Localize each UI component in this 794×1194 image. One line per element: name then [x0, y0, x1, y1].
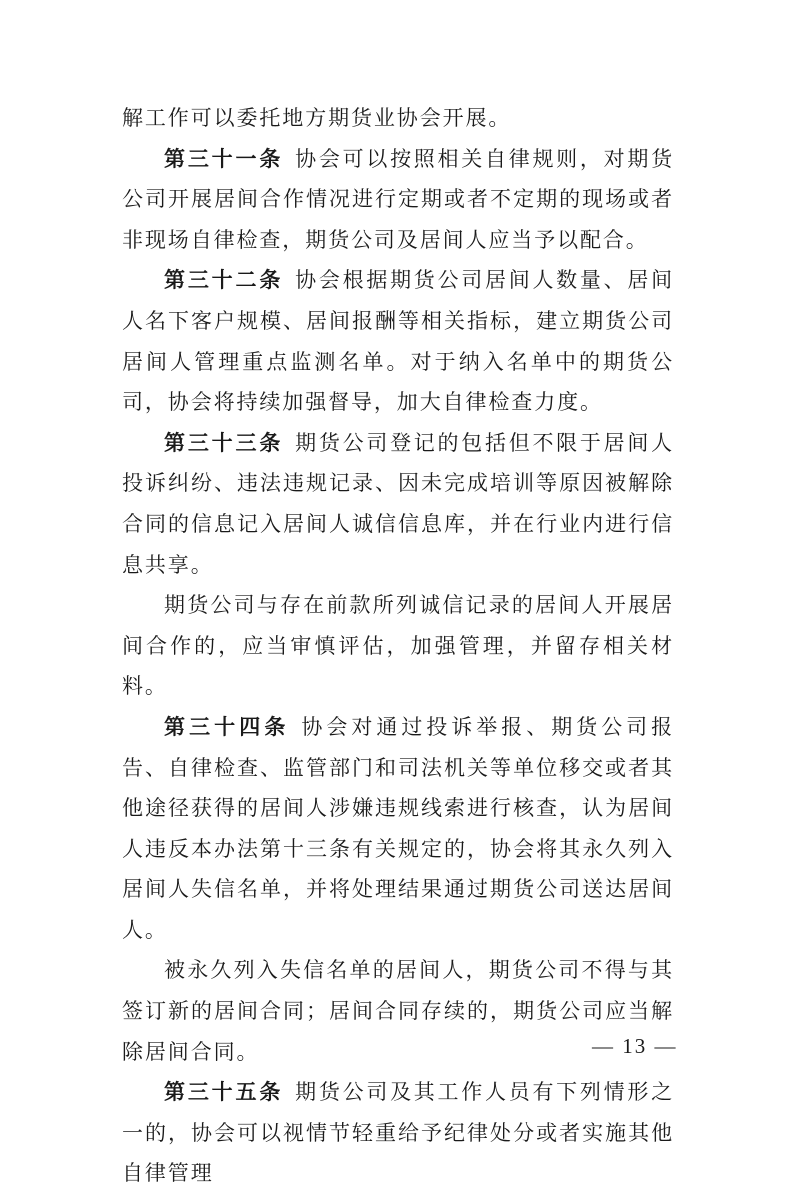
article-number: 第三十三条: [164, 430, 284, 455]
article-number: 第三十一条: [164, 146, 284, 171]
article-number: 第三十四条: [164, 714, 290, 739]
paragraph-text: 协会根据期货公司居间人数量、居间人名下客户规模、居间报酬等相关指标，建立期货公司居间人管理重点监测名单。对于纳入名单中的期货公司，协会将持续加强督导，加大自律检查力度。: [122, 268, 675, 415]
article-number: 第三十五条: [164, 1080, 284, 1105]
page-number: — 13 —: [592, 1034, 678, 1058]
paragraph-text: 协会可以按照相关自律规则，对期货公司开展居间合作情况进行定期或者不定期的现场或者非现场自律检查，期货公司及居间人应当予以配合。: [122, 146, 675, 252]
article-paragraph: [122, 260, 674, 422]
article-number: 第三十二条: [164, 268, 284, 293]
article-paragraph: [122, 139, 674, 261]
body-text: [122, 98, 674, 1194]
paragraph-text: 期货公司与存在前款所列诚信记录的居间人开展居间合作的，应当审慎评估，加强管理，并留存相关材料。: [122, 593, 674, 699]
article-paragraph: [122, 423, 674, 585]
paragraph-text: 协会对通过投诉举报、期货公司报告、自律检查、监管部门和司法机关等单位移交或者其他途径获得的居间人涉嫌违规线索进行核查，认为居间人违反本办法第十三条有关规定的，协会将其永久列入居间人失信名单，并将处理结果通过期货公司送达居间人。: [122, 714, 675, 942]
article-paragraph: [122, 1072, 674, 1194]
paragraph-text: 期货公司登记的包括但不限于居间人投诉纠纷、违法违规记录、因未完成培训等原因被解除合同的信息记入居间人诚信信息库，并在行业内进行信息共享。: [122, 430, 675, 577]
article-paragraph: [122, 707, 674, 951]
paragraph: [122, 585, 674, 707]
paragraph-text: 解工作可以委托地方期货业协会开展。: [122, 106, 512, 130]
paragraph-text: 被永久列入失信名单的居间人，期货公司不得与其签订新的居间合同；居间合同存续的，期货公司应当解除居间合同。: [122, 958, 674, 1064]
paragraph-text: 期货公司及其工作人员有下列情形之一的，协会可以视情节轻重给予纪律处分或者实施其他自律管理: [122, 1080, 675, 1186]
paragraph: [122, 98, 674, 139]
